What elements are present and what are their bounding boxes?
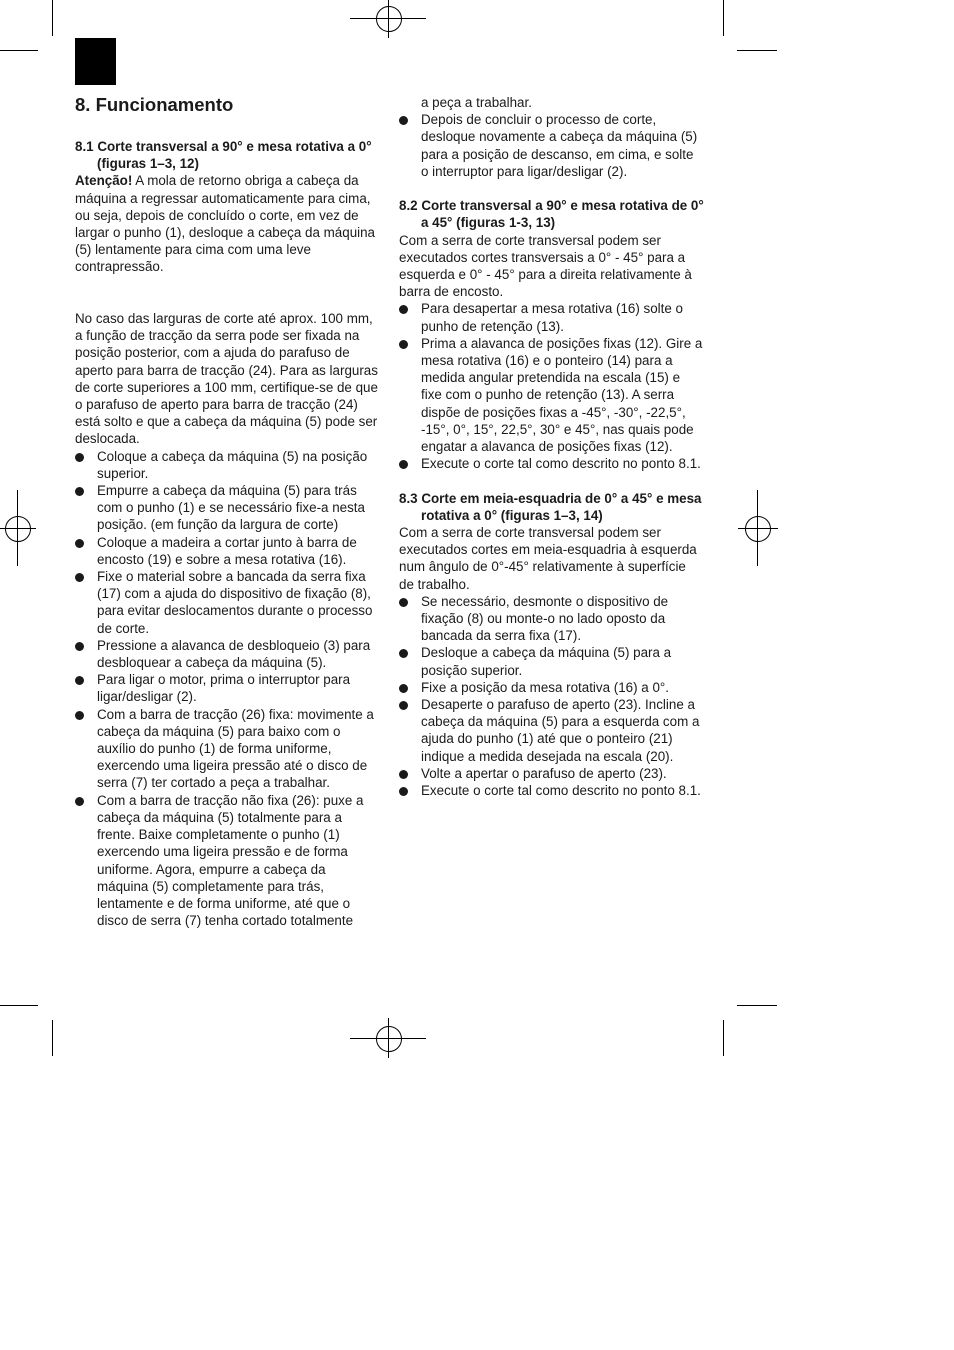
bullet-icon [399,598,408,607]
list-item: Desaperte o parafuso de aperto (23). Incline a cabeça da máquina (5) para a esquerda com a ajuda do punho (1) até que o ponteiro (21) indique a medida desejada na escala (20). [399,696,704,765]
list-item: Pressione a alavanca de desbloqueio (3) para desbloquear a cabeça da máquina (5). [75,637,378,671]
crop-mark [0,1005,38,1006]
list-item: Para ligar o motor, prima o interruptor para ligar/desligar (2). [75,671,378,705]
section-tab-block [75,38,116,85]
list-item: Coloque a cabeça da máquina (5) na posição superior. [75,448,378,482]
bullet-icon [399,116,408,125]
bullet-icon [399,649,408,658]
crop-mark [52,1020,53,1056]
bullet-icon [75,539,84,548]
bullet-icon [399,340,408,349]
attention-paragraph [75,172,378,275]
section-8-2-intro: Com a serra de corte transversal podem ser executados cortes transversais a 0° - 45° para a esquerda e 0° - 45° para a direita relativamente à barra de encosto. [399,232,692,300]
bullet-icon [75,487,84,496]
bullet-icon [399,770,408,779]
bullet-icon [399,787,408,796]
registration-mark [376,1026,402,1052]
list-item: Desloque a cabeça da máquina (5) para a posição superior. [399,644,704,678]
bullet-icon [399,460,408,469]
list-item: Coloque a madeira a cortar junto à barra de encosto (19) e sobre a mesa rotativa (16). [75,534,378,568]
crop-mark [723,1020,724,1056]
list-item: Para desapertar a mesa rotativa (16) solte o punho de retenção (13). [399,300,704,334]
attention-text: A mola de retorno obriga a cabeça da máquina a regressar automaticamente para cima, ou seja, depois de concluído o corte, em vez de largar o punho (1), desloque a cabeça da máquina (5) lentamente para cima com uma leve contrapressão. [75,173,376,275]
section-8-1-title: 8.1 Corte transversal a 90° e mesa rotativa a 0° (figuras 1–3, 12) [75,139,372,172]
bullet-icon [75,453,84,462]
crop-mark [737,50,777,51]
list-item: Com a barra de tracção não fixa (26): puxe a cabeça da máquina (5) totalmente para a frente. Baixe completamente o punho (1) exercendo uma ligeira pressão e de forma uniforme. Agora, empurre a cabeça da máquina (5) completamente para trás, lentamente e de forma uniforme, até que o disco de serra (7) tenha cortado totalmente [75,792,378,930]
section-8-2-bullets [399,300,704,472]
list-item: Fixe a posição da mesa rotativa (16) a 0°. [399,679,704,696]
bullet-icon [75,642,84,651]
list-item: Prima a alavanca de posições fixas (12). Gire a mesa rotativa (16) e o ponteiro (14) para a medida angular pretendida na escala (15) e fixe com o punho de retenção (13). A serra dispõe de posições fixas a -45°, -30°, -22,5°, -15°, 0°, 15°, 22,5°, 30° e 45°, nas quais pode engatar a alavanca de posições fixas (12). [399,335,704,455]
bullet-icon [75,711,84,720]
list-item-continuation: a peça a trabalhar. [421,95,532,110]
crop-mark [52,0,53,36]
list-item: Se necessário, desmonte o dispositivo de fixação (8) ou monte-o no lado oposto da bancada da serra fixa (17). [399,593,704,645]
registration-mark [745,516,771,542]
bullet-icon [75,797,84,806]
bullet-icon [399,305,408,314]
attention-label: Atenção! [75,173,133,189]
crop-mark [0,50,38,51]
list-item: Com a barra de tracção (26) fixa: movimente a cabeça da máquina (5) para baixo com o auxílio do punho (1) de forma uniforme, exercendo uma ligeira pressão até o disco de serra (7) ter cortado a peça a trabalhar. [75,706,378,792]
section-8-1-bullets [75,448,378,930]
registration-mark [5,516,31,542]
list-item: Volte a apertar o parafuso de aperto (23). [399,765,704,782]
section-8-1-continued [399,94,704,180]
list-item: Execute o corte tal como descrito no ponto 8.1. [399,455,704,472]
crop-mark [737,1005,777,1006]
right-column [399,94,704,799]
bullet-icon [399,701,408,710]
section-8-3-intro: Com a serra de corte transversal podem ser executados cortes em meia-esquadria à esquerda num ângulo de 0°-45° relativamente à superfície de trabalho. [399,525,697,592]
bullet-icon [75,573,84,582]
left-column [75,94,378,929]
section-8-2-title: 8.2 Corte transversal a 90° e mesa rotativa de 0° a 45° (figuras 1-3, 13) [399,198,704,231]
section-8-3-bullets [399,593,704,799]
crop-mark [723,0,724,36]
bullet-icon [75,676,84,685]
registration-mark [376,6,402,32]
list-item: Execute o corte tal como descrito no ponto 8.1. [399,782,704,799]
page-title: 8. Funcionamento [75,94,234,115]
section-8-1-paragraph: No caso das larguras de corte até aprox. 100 mm, a função de tracção da serra pode ser fixada na posição posterior, com a ajuda do parafuso de aperto para barra de tracção (24). Para as larguras de corte superiores a 100 mm, certifique-se de que o parafuso de aperto para barra de tracção (24) está solto e que a cabeça da máquina (5) pode ser deslocada. [75,311,378,447]
bullet-icon [399,684,408,693]
list-item: Empurre a cabeça da máquina (5) para trás com o punho (1) e se necessário fixe-a nesta posição. (em função da largura de corte) [75,482,378,534]
list-item: Fixe o material sobre a bancada da serra fixa (17) com a ajuda do dispositivo de fixação (8), para evitar deslocamentos durante o processo de corte. [75,568,378,637]
section-8-3-title: 8.3 Corte em meia-esquadria de 0° a 45° e mesa rotativa a 0° (figuras 1–3, 14) [399,490,702,523]
list-item: Depois de concluir o processo de corte, desloque novamente a cabeça da máquina (5) para a posição de descanso, em cima, e solte o interruptor para ligar/desligar (2). [399,111,704,180]
